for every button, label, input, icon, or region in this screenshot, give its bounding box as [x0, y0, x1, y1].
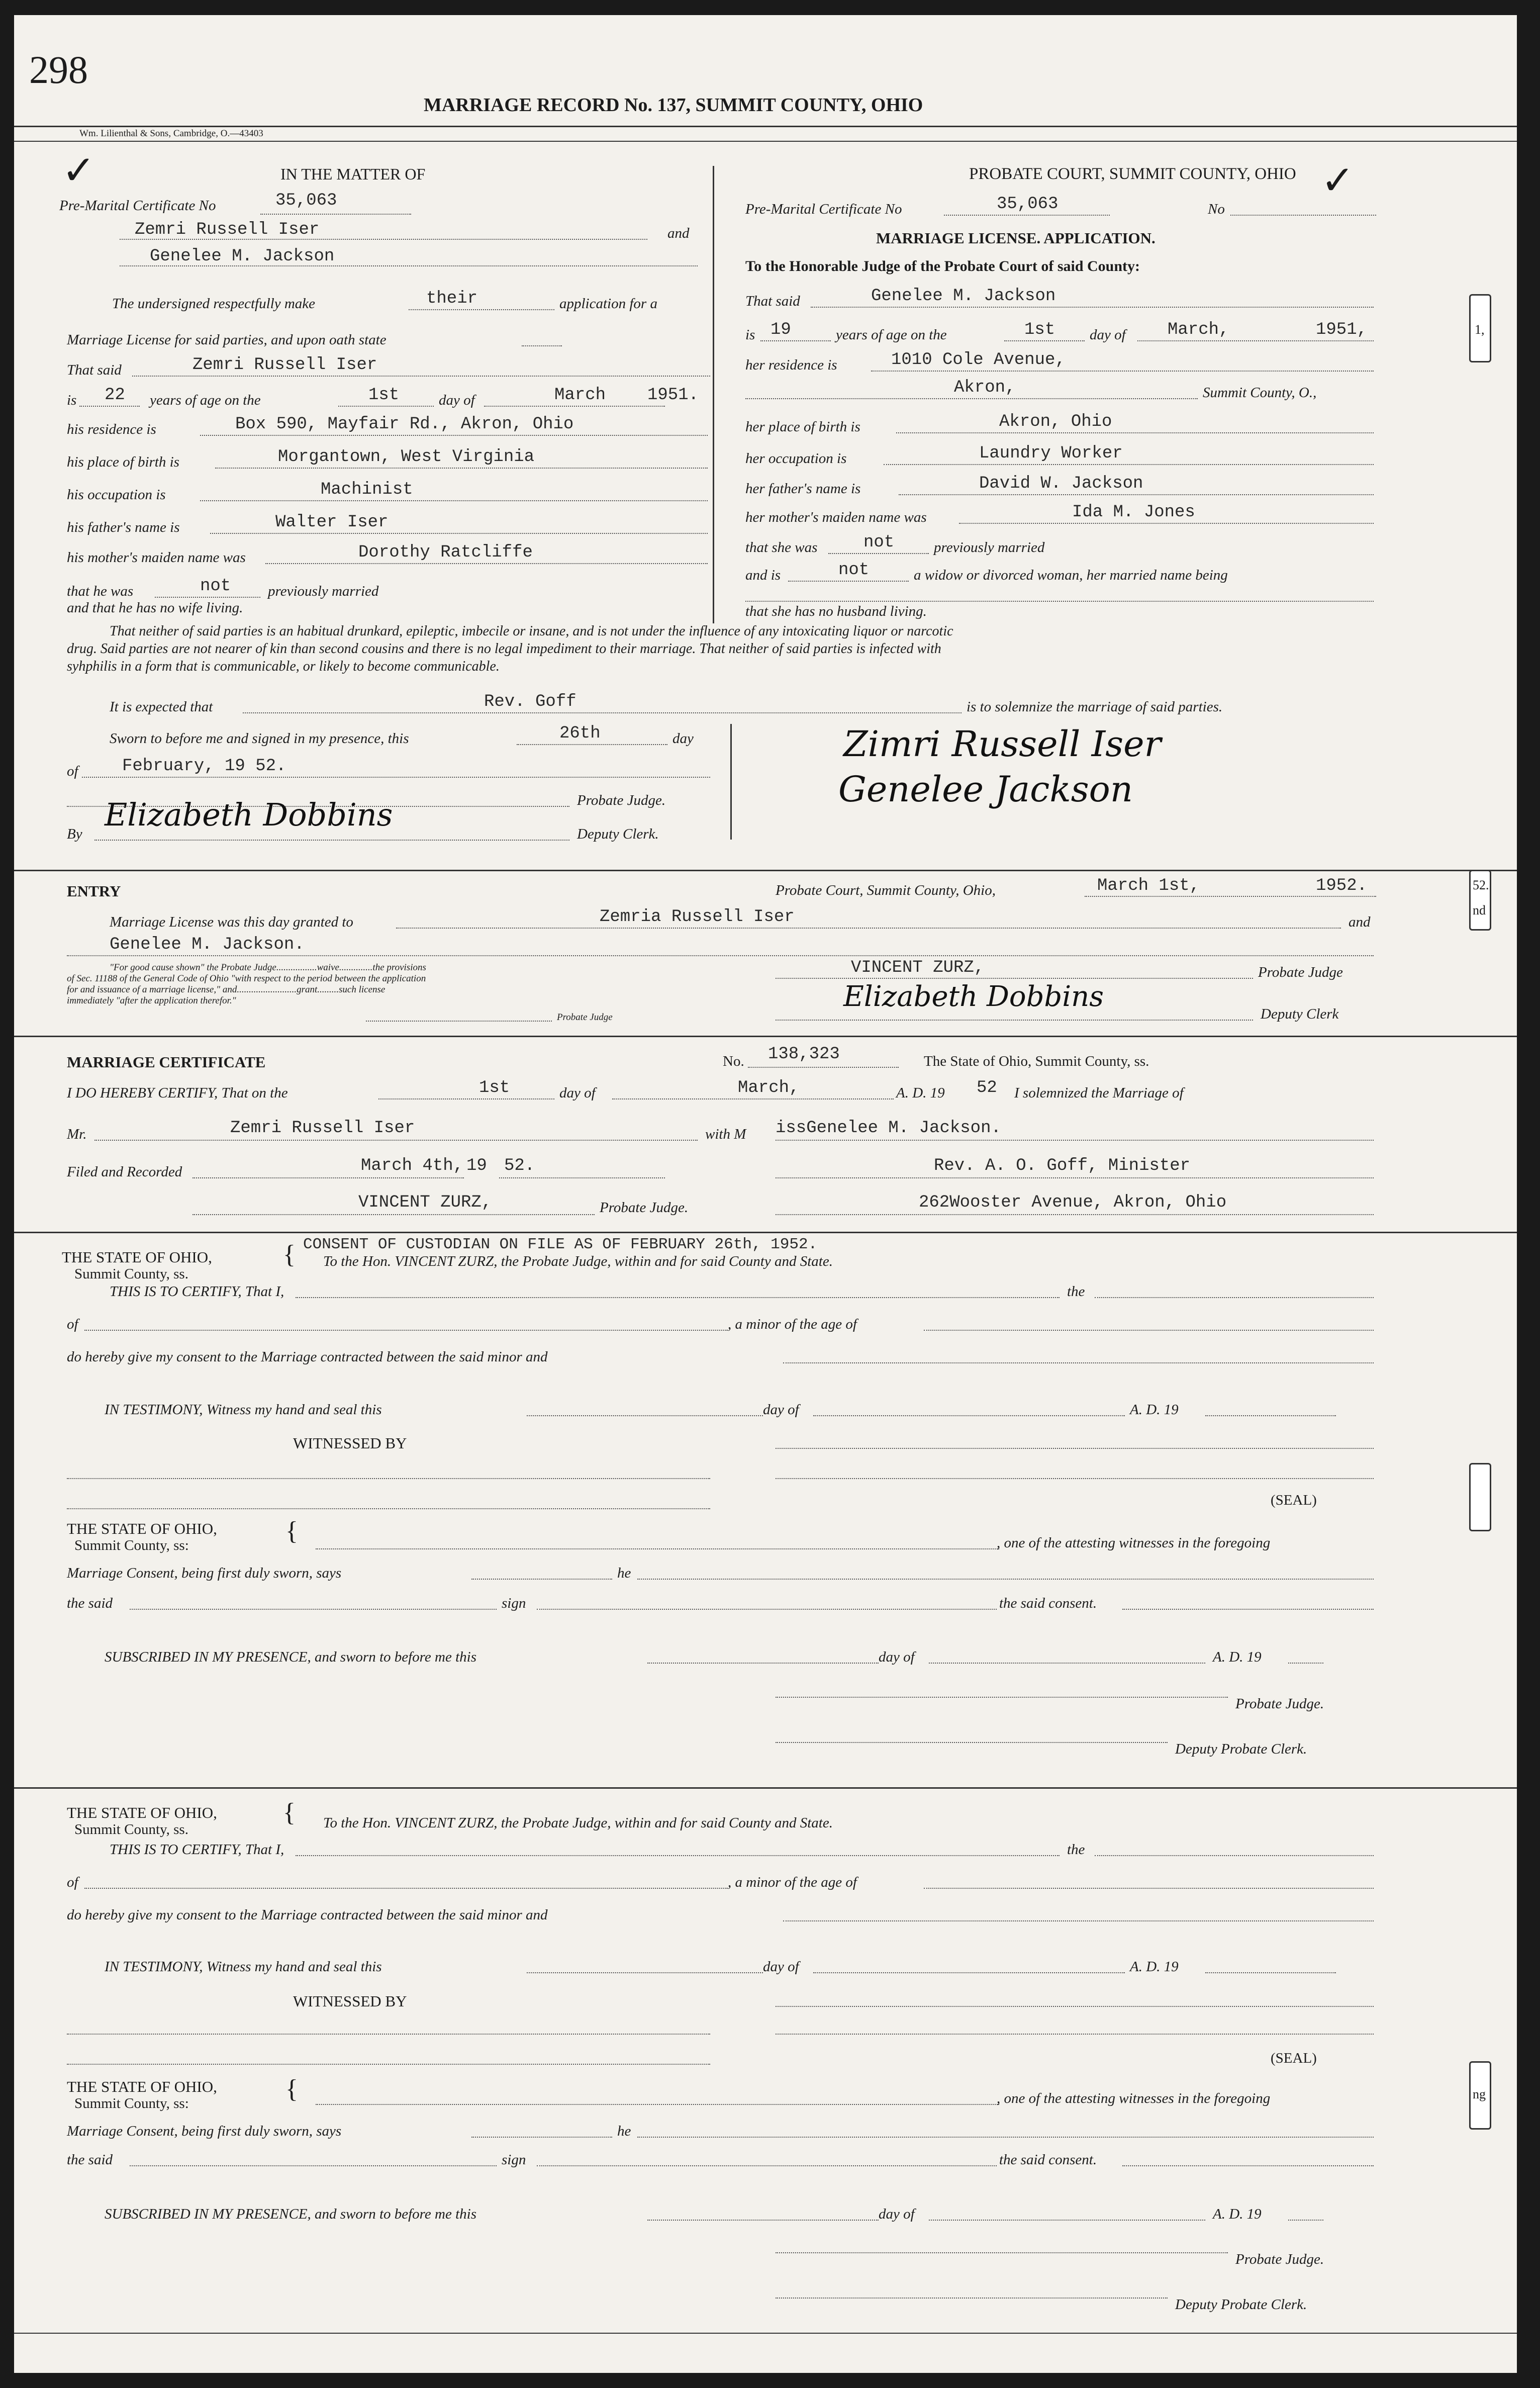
brace-icon: { — [285, 1517, 298, 1545]
consent2-county: Summit County, ss. — [74, 1821, 188, 1838]
certificate-judge: VINCENT ZURZ, — [358, 1193, 492, 1212]
consent2-of-label: of — [67, 1874, 78, 1890]
certificate-year: 52 — [977, 1078, 997, 1097]
certificate-bride: issGenelee M. Jackson. — [776, 1119, 1001, 1138]
occupation-label: his occupation is — [67, 487, 166, 503]
father-label: his father's name is — [67, 519, 180, 535]
consent1-sign-label: sign — [502, 1595, 526, 1611]
entry-granted-label: Marriage License was this day granted to — [110, 914, 353, 930]
consent1-seal-label: (SEAL) — [1271, 1492, 1317, 1508]
minister-address: 262Wooster Avenue, Akron, Ohio — [919, 1193, 1227, 1212]
consent2-day-of-label: day of — [763, 1959, 799, 1975]
entry-title: ENTRY — [67, 882, 121, 900]
oath-text-3: syhphilis in a form that is communicable, or likely to become communicable. — [67, 659, 500, 674]
consent2-state: THE STATE OF OHIO, — [67, 1804, 217, 1821]
good-cause-probate-judge: Probate Judge — [557, 1012, 613, 1023]
sworn-of-label: of — [67, 763, 78, 779]
consent1-day-of-label: day of — [763, 1402, 799, 1418]
margin-tab-label: nd — [1473, 903, 1486, 917]
groom-that-said: Zemri Russell Iser — [192, 355, 377, 375]
consent1-subscribed-label: SUBSCRIBED IN MY PRESENCE, and sworn to before me this — [105, 1649, 476, 1665]
solemnized-label: I solemnized the Marriage of — [1014, 1085, 1184, 1101]
consent1-state: THE STATE OF OHIO, — [62, 1248, 212, 1266]
officiant-name: Rev. Goff — [484, 692, 576, 711]
margin-tab-label: ng — [1473, 2087, 1486, 2101]
prev-married-label: that he was — [67, 583, 134, 599]
consent2-seal-label: (SEAL) — [1271, 2050, 1317, 2066]
certificate-state-label: The State of Ohio, Summit County, ss. — [924, 1053, 1149, 1069]
check-mark-icon: ✓ — [1321, 159, 1355, 203]
good-cause-2: of Sec. 11188 of the General Code of Ohio "with respect to the period between the application — [67, 973, 426, 984]
pre-marital-no: 35,063 — [275, 191, 337, 210]
court-title: PROBATE COURT, SUMMIT COUNTY, OHIO — [969, 165, 1296, 183]
bride-occupation: Laundry Worker — [979, 444, 1123, 463]
sworn-day: 26th — [559, 724, 601, 743]
good-cause-1: "For good cause shown" the Probate Judge.................waive..............the provisions — [110, 962, 426, 973]
entry-date: March 1st, — [1097, 876, 1200, 895]
prev-married-label-2: previously married — [268, 583, 379, 599]
sworn-day-label: day — [672, 730, 694, 747]
consent2-certify: THIS IS TO CERTIFY, That I, — [110, 1842, 284, 1858]
consent1-minor-label: , a minor of the age of — [728, 1316, 857, 1332]
mr-label: Mr. — [67, 1126, 87, 1142]
groom-year: 1951. — [647, 386, 699, 405]
certificate-day-of-label: day of — [559, 1085, 596, 1101]
groom-name: Zemri Russell Iser — [135, 220, 320, 239]
filed-year: 52. — [504, 1156, 535, 1175]
oath-text-1: That neither of said parties is an habitual drunkard, epileptic, imbecile or insane, and is not under the influence of any intoxicating liquor or narcotic — [110, 623, 953, 639]
entry-deputy-clerk: Deputy Clerk — [1261, 1006, 1339, 1022]
license-that-said-label: That said — [745, 293, 800, 309]
consent1-the-label: the — [1067, 1283, 1085, 1300]
consent1-ad-label: A. D. 19 — [1130, 1402, 1179, 1418]
groom-month: March — [554, 386, 606, 405]
consent2-the-said-label: the said — [67, 2152, 113, 2168]
certificate-no: 138,323 — [768, 1045, 840, 1064]
groom-occupation: Machinist — [321, 480, 413, 499]
consent1-to-hon: To the Hon. VINCENT ZURZ, the Probate Judge, within and for said County and State. — [323, 1253, 833, 1269]
consent1-probate-judge: Probate Judge. — [1235, 1696, 1324, 1712]
bride-age: 19 — [771, 320, 791, 339]
marriage-license-label: Marriage License for said parties, and upon oath state — [67, 332, 387, 348]
consent1-attesting-label: , one of the attesting witnesses in the foregoing — [997, 1535, 1271, 1551]
consent2-he-label: he — [617, 2123, 631, 2139]
filed-date: March 4th, — [361, 1156, 464, 1175]
consent2-subscribed-label: SUBSCRIBED IN MY PRESENCE, and sworn to before me this — [105, 2206, 476, 2222]
birth-label: his place of birth is — [67, 454, 179, 470]
consent2-day-of2-label: day of — [879, 2206, 915, 2222]
marriage-record-page — [14, 15, 1517, 2373]
consent1-sworn-label: Marriage Consent, being first duly sworn, says — [67, 1565, 342, 1581]
bride-birth: Akron, Ohio — [999, 412, 1112, 431]
pre-marital-label: Pre-Marital Certificate No — [59, 198, 216, 214]
no-husband-label: that she has no husband living. — [745, 603, 927, 619]
brace-icon: { — [283, 1798, 296, 1827]
brace-icon: { — [285, 2075, 298, 2103]
application-label: application for a — [559, 296, 657, 312]
bride-father: David W. Jackson — [979, 474, 1143, 493]
entry-year: 1952. — [1316, 876, 1368, 895]
license-widow-label: and is — [745, 567, 781, 583]
bride-signature: Genelee Jackson — [838, 769, 1133, 810]
margin-tab — [1469, 2061, 1491, 2130]
license-day-of-label: day of — [1090, 327, 1126, 343]
certificate-no-label: No. — [723, 1053, 744, 1069]
page-number: 298 — [29, 48, 88, 91]
consent1-the-said-label: the said — [67, 1595, 113, 1611]
consent1-said-consent-label: the said consent. — [999, 1595, 1097, 1611]
consent1-county: Summit County, ss. — [74, 1266, 188, 1282]
groom-father: Walter Iser — [275, 513, 389, 532]
entry-and-label: and — [1349, 914, 1371, 930]
certificate-ad-label: A. D. 19 — [896, 1085, 945, 1101]
bride-widow: not — [838, 561, 870, 580]
day-of-label: day of — [439, 392, 475, 408]
sworn-deputy-clerk: Deputy Clerk. — [577, 826, 659, 842]
good-cause-3: for and issuance of a marriage license," and.........................grant.........such license — [67, 984, 386, 995]
sworn-date: February, 19 52. — [122, 757, 286, 776]
groom-day: 1st — [368, 386, 400, 405]
bride-mother: Ida M. Jones — [1072, 503, 1195, 522]
certificate-groom: Zemri Russell Iser — [230, 1119, 415, 1138]
consent1-ad2-label: A. D. 19 — [1213, 1649, 1262, 1665]
expected-label-2: is to solemnize the marriage of said parties. — [967, 699, 1223, 715]
consent-stamp: CONSENT OF CUSTODIAN ON FILE AS OF FEBRUARY 26th, 1952. — [303, 1236, 818, 1253]
consent2-witnessed-label: WITNESSED BY — [293, 1992, 407, 2010]
license-widow-label-2: a widow or divorced woman, her married name being — [914, 567, 1228, 583]
license-father-label: her father's name is — [745, 481, 861, 497]
certificate-day: 1st — [479, 1078, 510, 1097]
certificate-probate-judge: Probate Judge. — [600, 1200, 689, 1216]
consent1-witnessed-label: WITNESSED BY — [293, 1434, 407, 1452]
consent1-consent-label: do hereby give my consent to the Marriage contracted between the said minor and — [67, 1349, 548, 1365]
groom-residence: Box 590, Mayfair Rd., Akron, Ohio — [235, 415, 574, 434]
mother-label: his mother's maiden name was — [67, 549, 246, 566]
license-prev-label-2: previously married — [934, 539, 1045, 556]
record-title: MARRIAGE RECORD No. 137, SUMMIT COUNTY, OHIO — [424, 95, 923, 116]
consent2-the-label: the — [1067, 1842, 1085, 1858]
minister-name: Rev. A. O. Goff, Minister — [934, 1156, 1191, 1175]
consent1-deputy-clerk: Deputy Probate Clerk. — [1175, 1741, 1307, 1757]
consent2-state-2: THE STATE OF OHIO, — [67, 2078, 217, 2095]
residence-label: his residence is — [67, 421, 156, 437]
check-mark-icon: ✓ — [62, 149, 96, 193]
license-bride-name: Genelee M. Jackson — [871, 287, 1056, 306]
filed-label: Filed and Recorded — [67, 1164, 182, 1180]
expected-label: It is expected that — [110, 699, 213, 715]
bride-city: Akron, — [954, 378, 1016, 397]
bride-name: Genelee M. Jackson — [150, 247, 335, 266]
consent2-minor-label: , a minor of the age of — [728, 1874, 857, 1890]
entry-court-line: Probate Court, Summit County, Ohio, — [776, 882, 996, 898]
consent1-state-2: THE STATE OF OHIO, — [67, 1520, 217, 1537]
license-mother-label: her mother's maiden name was — [745, 509, 927, 525]
no-wife-label: and that he has no wife living. — [67, 600, 243, 616]
consent2-sworn-label: Marriage Consent, being first duly sworn, says — [67, 2123, 342, 2139]
consent2-county-2: Summit County, ss: — [74, 2095, 189, 2111]
undersigned-label: The undersigned respectfully make — [112, 296, 316, 312]
consent2-said-consent-label: the said consent. — [999, 2152, 1097, 2168]
margin-tab — [1469, 294, 1491, 362]
license-pre-marital-no: 35,063 — [997, 195, 1058, 214]
entry-bride: Genelee M. Jackson. — [110, 935, 305, 954]
groom-age: 22 — [105, 386, 125, 405]
consent2-consent-label: do hereby give my consent to the Marriage contracted between the said minor and — [67, 1907, 548, 1923]
license-title: MARRIAGE LICENSE. APPLICATION. — [876, 229, 1156, 247]
consent1-of-label: of — [67, 1316, 78, 1332]
is-label: is — [67, 392, 77, 408]
printer-imprint: Wm. Lilienthal & Sons, Cambridge, O.—43403 — [79, 128, 263, 139]
certificate-title: MARRIAGE CERTIFICATE — [67, 1053, 266, 1071]
license-years-label: years of age on the — [836, 327, 947, 343]
consent2-deputy-clerk: Deputy Probate Clerk. — [1175, 2297, 1307, 2313]
years-label: years of age on the — [150, 392, 261, 408]
license-no-label: No — [1208, 201, 1225, 217]
license-residence-label: her residence is — [745, 357, 837, 373]
license-birth-label: her place of birth is — [745, 419, 860, 435]
sworn-label: Sworn to before me and signed in my presence, this — [110, 730, 409, 747]
and-label: and — [667, 225, 690, 241]
bride-day: 1st — [1024, 320, 1055, 339]
summit-label: Summit County, O., — [1203, 385, 1317, 401]
sworn-probate-judge: Probate Judge. — [577, 792, 666, 808]
consent1-he-label: he — [617, 1565, 631, 1581]
groom-prev: not — [200, 577, 231, 596]
consent1-county-2: Summit County, ss: — [74, 1537, 189, 1553]
groom-signature: Zimri Russell Iser — [843, 723, 1162, 765]
consent2-testimony-label: IN TESTIMONY, Witness my hand and seal this — [105, 1959, 382, 1975]
bride-residence: 1010 Cole Avenue, — [891, 350, 1066, 370]
consent2-ad-label: A. D. 19 — [1130, 1959, 1179, 1975]
consent2-probate-judge: Probate Judge. — [1235, 2251, 1324, 2267]
consent2-to-hon: To the Hon. VINCENT ZURZ, the Probate Judge, within and for said County and State. — [323, 1815, 833, 1831]
consent2-ad2-label: A. D. 19 — [1213, 2206, 1262, 2222]
in-the-matter-of: IN THE MATTER OF — [280, 165, 426, 183]
bride-month: March, — [1168, 320, 1229, 339]
undersigned-value: their — [426, 289, 478, 308]
filed-19: 19 — [466, 1156, 487, 1175]
bride-prev: not — [863, 533, 895, 552]
bride-year: 1951, — [1316, 320, 1368, 339]
certificate-month: March, — [738, 1078, 800, 1097]
that-said-label: That said — [67, 362, 122, 378]
license-is-label: is — [745, 327, 755, 343]
with-label: with M — [705, 1126, 746, 1142]
consent1-day-of2-label: day of — [879, 1649, 915, 1665]
consent2-attesting-label: , one of the attesting witnesses in the foregoing — [997, 2090, 1271, 2106]
consent1-certify: THIS IS TO CERTIFY, That I, — [110, 1283, 284, 1300]
entry-judge-name: VINCENT ZURZ, — [851, 958, 985, 977]
margin-tab — [1469, 870, 1491, 931]
margin-tab — [1469, 1463, 1491, 1531]
groom-mother: Dorothy Ratcliffe — [358, 543, 533, 562]
license-pre-marital-label: Pre-Marital Certificate No — [745, 201, 902, 217]
license-occupation-label: her occupation is — [745, 450, 847, 467]
sworn-by-label: By — [67, 826, 82, 842]
honorable-label: To the Honorable Judge of the Probate Court of said County: — [745, 258, 1140, 274]
consent1-testimony-label: IN TESTIMONY, Witness my hand and seal this — [105, 1402, 382, 1418]
groom-birth: Morgantown, West Virginia — [278, 447, 535, 467]
margin-tab-label: 52. — [1473, 878, 1489, 892]
margin-tab-label: 1, — [1475, 322, 1485, 337]
certify-label: I DO HEREBY CERTIFY, That on the — [67, 1085, 288, 1101]
entry-groom: Zemria Russell Iser — [600, 907, 795, 927]
entry-clerk-signature: Elizabeth Dobbins — [843, 980, 1104, 1013]
good-cause-4: immediately "after the application therefor." — [67, 995, 236, 1006]
oath-text-2: drug. Said parties are not nearer of kin than second cousins and there is no legal impediment to their marriage. That neither of said parties is infected with — [67, 641, 941, 657]
clerk-signature: Elizabeth Dobbins — [105, 796, 393, 833]
entry-probate-judge: Probate Judge — [1258, 964, 1343, 980]
brace-icon: { — [283, 1240, 296, 1269]
license-prev-label: that she was — [745, 539, 818, 556]
consent2-sign-label: sign — [502, 2152, 526, 2168]
